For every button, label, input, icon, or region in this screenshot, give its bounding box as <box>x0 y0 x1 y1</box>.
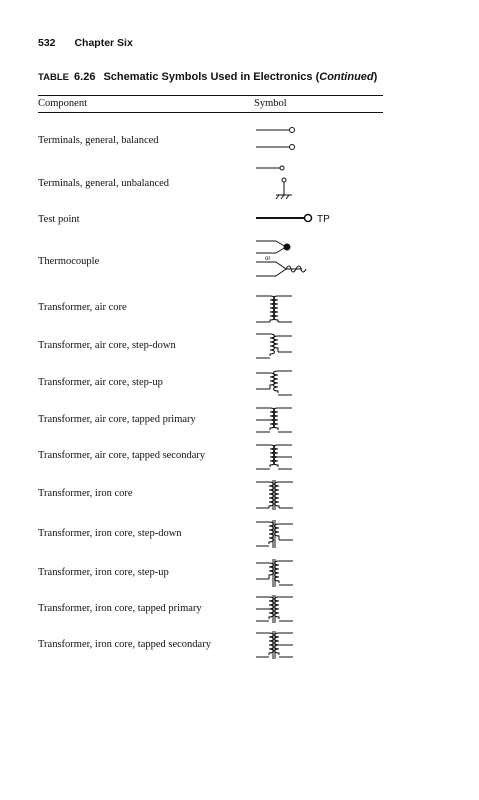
transformer-air-step-down-icon <box>250 328 340 368</box>
row-label-transformer-iron-tapped-secondary: Transformer, iron core, tapped secondary <box>38 639 211 650</box>
row-label-transformer-air: Transformer, air core <box>38 302 127 313</box>
transformer-iron-tapped-secondary-icon <box>250 627 340 667</box>
column-header-component: Component <box>38 98 87 109</box>
transformer-air-icon <box>250 290 340 330</box>
chapter-title: Chapter Six <box>74 37 133 49</box>
test-point-label: TP <box>317 214 330 225</box>
row-label-transformer-air-tapped-secondary: Transformer, air core, tapped secondary <box>38 450 206 461</box>
row-label-transformer-iron: Transformer, iron core <box>38 488 133 499</box>
row-label-transformer-iron-step-down: Transformer, iron core, step-down <box>38 528 182 539</box>
table-label: TABLE <box>38 72 69 83</box>
page-number: 532 <box>38 37 56 49</box>
transformer-air-tapped-secondary-icon <box>250 439 340 479</box>
thermocouple-icon <box>250 238 340 278</box>
thermocouple-or-label: or <box>265 256 271 262</box>
terminals-unbalanced-icon <box>250 162 340 202</box>
transformer-air-step-up-icon <box>250 365 340 405</box>
transformer-air-tapped-primary-icon <box>250 402 340 442</box>
transformer-iron-step-down-icon <box>250 516 340 556</box>
table-title <box>38 71 377 83</box>
row-label-terminals-balanced: Terminals, general, balanced <box>38 135 159 146</box>
table-top-rule <box>38 95 383 96</box>
table-caption: Schematic Symbols Used in Electronics ( <box>103 71 320 83</box>
row-label-thermocouple: Thermocouple <box>38 256 100 267</box>
transformer-iron-step-up-icon <box>250 555 340 595</box>
row-label-test-point: Test point <box>38 214 80 225</box>
transformer-iron-tapped-primary-icon <box>250 591 340 631</box>
table-number: 6.26 <box>74 71 96 83</box>
row-label-transformer-air-step-up: Transformer, air core, step-up <box>38 377 163 388</box>
table-continued: Continued <box>319 71 374 83</box>
table-caption-end: ) <box>373 71 378 83</box>
test-point-icon <box>250 200 340 240</box>
row-label-transformer-air-step-down: Transformer, air core, step-down <box>38 340 176 351</box>
column-header-symbol: Symbol <box>254 98 287 109</box>
table-header-rule <box>38 112 383 113</box>
terminals-balanced-icon <box>250 122 340 162</box>
row-label-transformer-iron-step-up: Transformer, iron core, step-up <box>38 567 169 578</box>
page-header <box>38 37 133 49</box>
row-label-transformer-air-tapped-primary: Transformer, air core, tapped primary <box>38 414 196 425</box>
transformer-iron-icon <box>250 476 340 516</box>
row-label-transformer-iron-tapped-primary: Transformer, iron core, tapped primary <box>38 603 202 614</box>
row-label-terminals-unbalanced: Terminals, general, unbalanced <box>38 178 170 189</box>
